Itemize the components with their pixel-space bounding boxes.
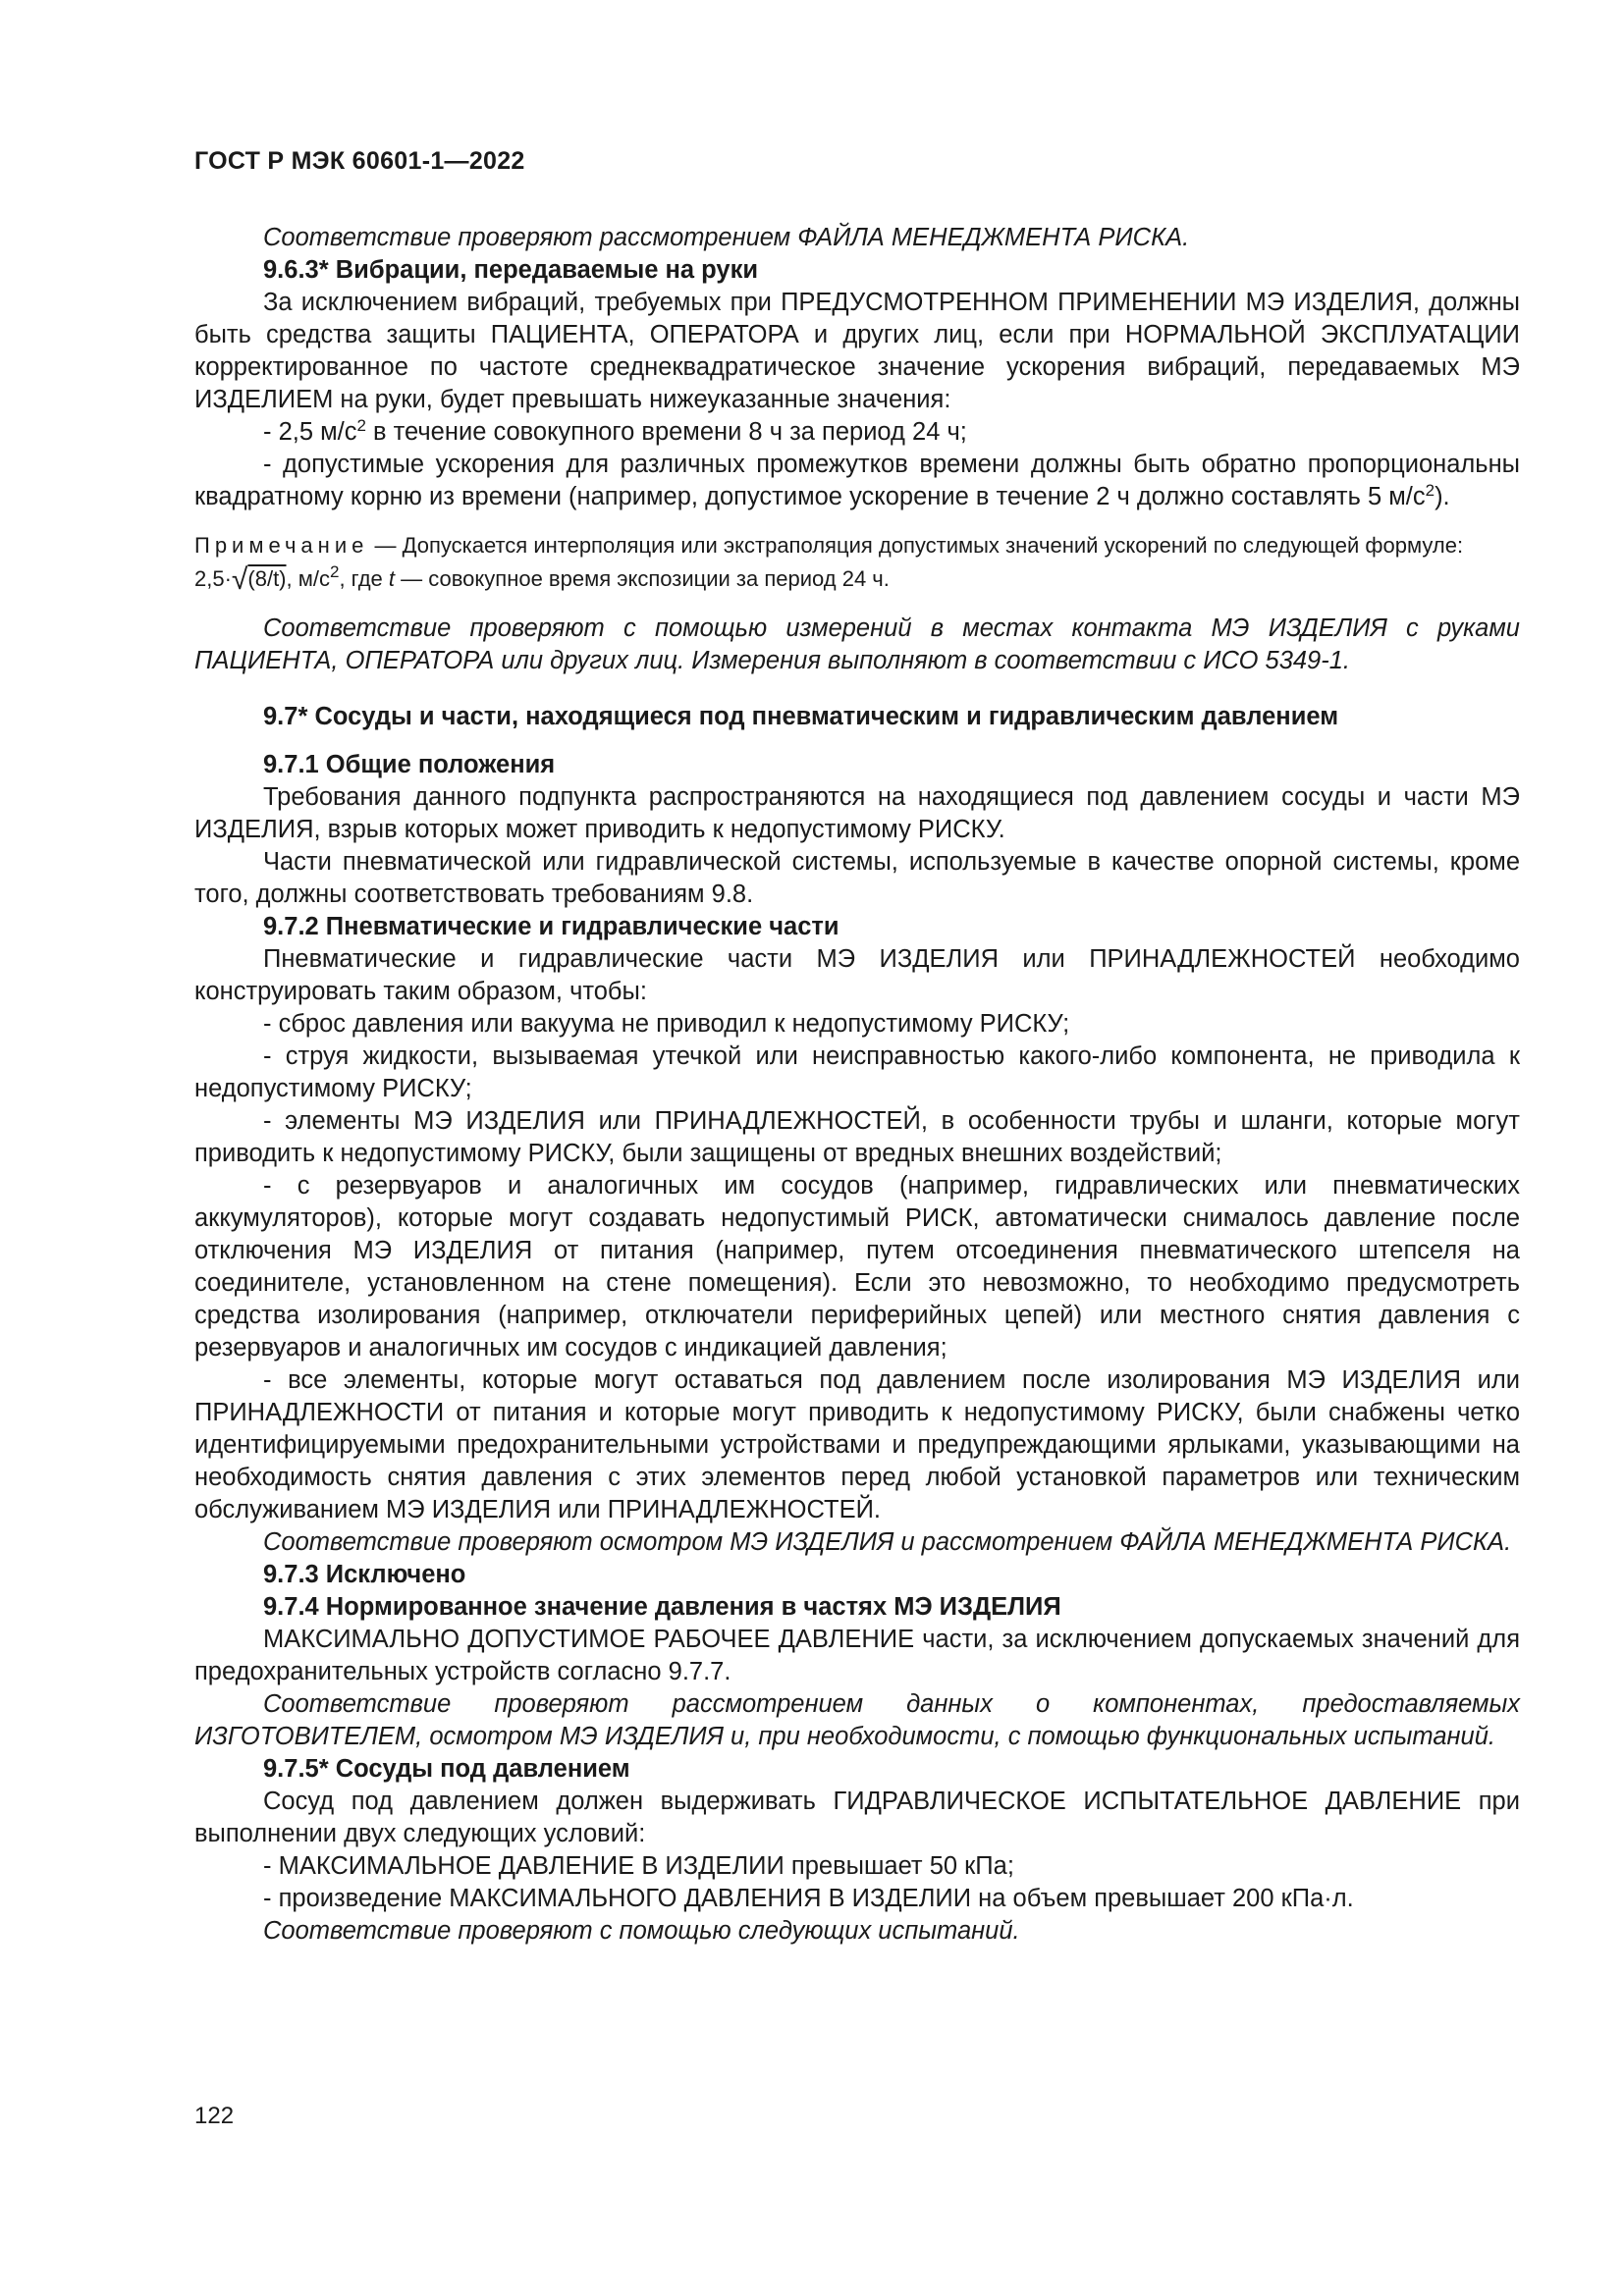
page-body (194, 222, 1520, 1948)
compliance-text: Соответствие проверяют осмотром МЭ ИЗДЕЛИЯ и рассмотрением ФАЙЛА МЕНЕДЖМЕНТА РИСКА. (263, 1528, 1512, 1556)
sqrt-symbol: √ (231, 563, 248, 596)
document-header: ГОСТ Р МЭК 60601-1—2022 (194, 147, 525, 175)
note: Примечание — Допускается интерполяция или экстраполяция допустимых значений ускорений по следующей формуле: 2,5·√(8/t), $м/с^2$, где t — совокупное время экспозиции за период 24 ч. (194, 533, 1464, 596)
section-heading-9-7-1: 9.7.1 Общие положения (263, 751, 556, 778)
section-heading-9-7-3: 9.7.3 Исключено (263, 1561, 466, 1588)
paragraph: Сосуд под давлением должен выдерживать ГИДРАВЛИЧЕСКОЕ ИСПЫТАТЕЛЬНОЕ ДАВЛЕНИЕ при выполнении двух следующих условий: (194, 1788, 1520, 1847)
paragraph: Части пневматической или гидравлической системы, используемые в качестве опорной системы, кроме того, должны соответствовать требованиям 9.8. (194, 848, 1520, 908)
compliance-text: Соответствие проверяют с помощью измерений в местах контакта МЭ ИЗДЕЛИЯ с руками ПАЦИЕНТА, ОПЕРАТОРА или других лиц. Измерения выполняют в соответствии с ИСО 5349-1. (194, 614, 1520, 674)
paragraph: За исключением вибраций, требуемых при ПРЕДУСМОТРЕННОМ ПРИМЕНЕНИИ МЭ ИЗДЕЛИЯ, должны быть средства защиты ПАЦИЕНТА, ОПЕРАТОРА и других лиц, если при НОРМАЛЬНОЙ ЭКСПЛУАТАЦИИ корректированное по частоте среднеквадратическое значение ускорения вибраций, передаваемых МЭ ИЗДЕЛИЕМ на руки, будет превышать нижеуказанные значения: (194, 289, 1520, 413)
note-label: Примечание (194, 533, 369, 558)
paragraph: Требования данного подпункта распространяются на находящиеся под давлением сосуды и части МЭ ИЗДЕЛИЯ, взрыв которых может приводить к недопустимому РИСКУ. (194, 783, 1520, 843)
compliance-text: Соответствие проверяют рассмотрением ФАЙЛА МЕНЕДЖМЕНТА РИСКА. (263, 224, 1190, 251)
section-heading-9-7-4: 9.7.4 Нормированное значение давления в частях МЭ ИЗДЕЛИЯ (263, 1593, 1061, 1621)
section-heading-9-7-2: 9.7.2 Пневматические и гидравлические части (263, 913, 839, 940)
section-heading-9-7: 9.7* Сосуды и части, находящиеся под пневматическим и гидравлическим давлением (263, 703, 1339, 730)
page-number: 122 (194, 2103, 235, 2129)
list-item: - струя жидкости, вызываемая утечкой или неисправностью какого-либо компонента, не приводила к недопустимому РИСКУ; (194, 1042, 1520, 1102)
list-item: - все элементы, которые могут оставаться под давлением после изолирования МЭ ИЗДЕЛИЯ или ПРИНАДЛЕЖНОСТИ от питания и которые могут приводить к недопустимому РИСКУ, были снабжены четко идентифицируемыми предохранительными устройствами и предупреждающими ярлыками, указывающими на необходимость снятия давления с этих элементов перед любой установкой параметров или техническим обслуживанием МЭ ИЗДЕЛИЯ или ПРИНАДЛЕЖНОСТЕЙ. (194, 1366, 1520, 1523)
list-item: - с резервуаров и аналогичных им сосудов (например, гидравлических или пневматических аккумуляторов), которые могут создавать недопустимый РИСК, автоматически снималось давление после отключения МЭ ИЗДЕЛИЯ от питания (например, путем отсоединения пневматического штепселя на соединителе, установленном на стене помещения). Если это невозможно, то необходимо предусмотреть средства изолирования (например, отключатели периферийных цепей) или местного снятия давления с резервуаров и аналогичных им сосудов с индикацией давления; (194, 1172, 1520, 1362)
list-item: - элементы МЭ ИЗДЕЛИЯ или ПРИНАДЛЕЖНОСТЕЙ, в особенности трубы и шланги, которые могут приводить к недопустимому РИСКУ, были защищены от вредных внешних воздействий; (194, 1107, 1520, 1167)
list-item: - допустимые ускорения для различных промежутков времени должны быть обратно пропорциональны квадратному корню из времени (например, допустимое ускорение в течение 2 ч должно составлять 5 $м/с^2$). (194, 451, 1520, 510)
compliance-text: Соответствие проверяют с помощью следующих испытаний. (263, 1917, 1020, 1945)
list-item: - 2,5 $м/с^2$ в течение совокупного времени 8 ч за период 24 ч; (263, 416, 967, 446)
compliance-text: Соответствие проверяют рассмотрением данных о компонентах, предоставляемых ИЗГОТОВИТЕЛЕМ, осмотром МЭ ИЗДЕЛИЯ и, при необходимости, с помощью функциональных испытаний. (194, 1690, 1520, 1750)
paragraph: Пневматические и гидравлические части МЭ ИЗДЕЛИЯ или ПРИНАДЛЕЖНОСТЕЙ необходимо конструировать таким образом, чтобы: (194, 945, 1520, 1005)
list-item: - произведение МАКСИМАЛЬНОГО ДАВЛЕНИЯ В ИЗДЕЛИИ на объем превышает 200 кПа·л. (263, 1885, 1354, 1912)
list-item: - МАКСИМАЛЬНОЕ ДАВЛЕНИЕ В ИЗДЕЛИИ превышает 50 кПа; (263, 1852, 1014, 1880)
section-heading-9-7-5: 9.7.5* Сосуды под давлением (263, 1755, 630, 1783)
section-heading-9-6-3: 9.6.3* Вибрации, передаваемые на руки (263, 256, 759, 284)
list-item: - сброс давления или вакуума не приводил к недопустимому РИСКУ; (263, 1010, 1070, 1038)
paragraph: МАКСИМАЛЬНО ДОПУСТИМОЕ РАБОЧЕЕ ДАВЛЕНИЕ части, за исключением допускаемых значений для предохранительных устройств согласно 9.7.7. (194, 1626, 1520, 1685)
